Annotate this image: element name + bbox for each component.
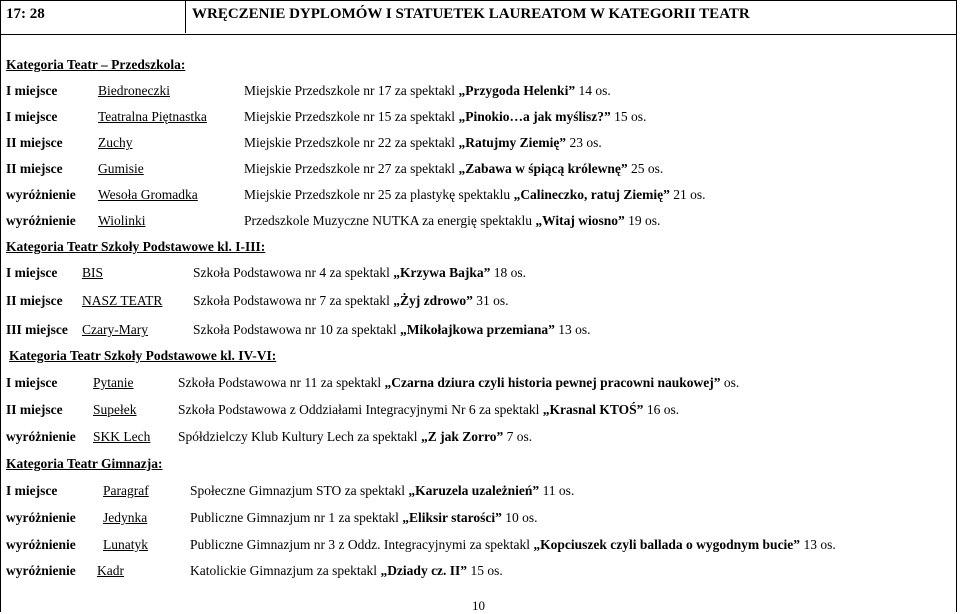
award-place: III miejsce bbox=[6, 322, 68, 337]
institution-text: Miejskie Przedszkole nr 27 za spektakl bbox=[244, 161, 456, 176]
play-title: „Karuzela uzależnień” bbox=[408, 483, 540, 498]
award-description bbox=[178, 428, 532, 446]
participant-count: 13 os. bbox=[803, 537, 836, 552]
participant-count: 31 os. bbox=[476, 293, 509, 308]
award-place: II miejsce bbox=[6, 293, 63, 308]
award-place: I miejsce bbox=[6, 483, 58, 498]
award-place: II miejsce bbox=[6, 135, 63, 150]
participant-count: 7 os. bbox=[506, 429, 533, 444]
institution-text: Katolickie Gimnazjum za spektakl bbox=[190, 563, 378, 578]
play-title: „Witaj wiosno” bbox=[535, 213, 625, 228]
play-title: „Ratujmy Ziemię” bbox=[458, 135, 567, 150]
header-column-divider bbox=[185, 0, 186, 33]
award-description bbox=[190, 482, 574, 500]
participant-count: 13 os. bbox=[558, 322, 591, 337]
award-description bbox=[178, 401, 679, 419]
category-heading-middle-schools: Kategoria Teatr Gimnazja: bbox=[6, 456, 163, 471]
play-title: „Krzywa Bajka” bbox=[393, 265, 491, 280]
participant-count: 16 os. bbox=[646, 402, 680, 417]
play-title: „Żyj zdrowo” bbox=[393, 293, 473, 308]
award-place: I miejsce bbox=[6, 265, 58, 280]
award-description bbox=[193, 321, 590, 339]
play-title: „Pinokio…a jak myślisz?” bbox=[458, 109, 611, 124]
institution-text: Szkoła Podstawowa z Oddziałami Integracyjnymi Nr 6 za spektakl bbox=[178, 402, 540, 417]
participant-count: os. bbox=[723, 375, 740, 390]
group-name: BIS bbox=[82, 265, 104, 280]
award-description bbox=[244, 160, 663, 178]
institution-text: Szkoła Podstawowa nr 10 za spektakl bbox=[193, 322, 397, 337]
play-title: „Z jak Zorro” bbox=[420, 429, 504, 444]
category-heading-primary-1-3: Kategoria Teatr Szkoły Podstawowe kl. I-III: bbox=[6, 239, 266, 254]
award-description bbox=[193, 264, 526, 282]
play-title: „Zabawa w śpiącą królewnę” bbox=[458, 161, 628, 176]
participant-count: 25 os. bbox=[630, 161, 664, 176]
participant-count: 23 os. bbox=[569, 135, 602, 150]
play-title: „Dziady cz. II” bbox=[380, 563, 468, 578]
institution-text: Miejskie Przedszkole nr 25 za plastykę spektaklu bbox=[244, 187, 511, 202]
award-description bbox=[244, 108, 646, 126]
award-place: wyróżnienie bbox=[6, 537, 76, 552]
award-description bbox=[193, 292, 508, 310]
award-description bbox=[190, 536, 836, 554]
award-place: wyróżnienie bbox=[6, 510, 76, 525]
institution-text: Miejskie Przedszkole nr 17 za spektakl bbox=[244, 83, 456, 98]
award-description bbox=[190, 509, 537, 527]
award-place: wyróżnienie bbox=[6, 187, 76, 202]
group-name: Supełek bbox=[93, 402, 137, 417]
page-number: 10 bbox=[472, 598, 485, 613]
award-place: II miejsce bbox=[6, 161, 63, 176]
institution-text: Publiczne Gimnazjum nr 3 z Oddz. Integracyjnymi za spektakl bbox=[190, 537, 531, 552]
award-description bbox=[178, 374, 739, 392]
institution-text: Publiczne Gimnazjum nr 1 za spektakl bbox=[190, 510, 399, 525]
institution-text: Przedszkole Muzyczne NUTKA za energię spektaklu bbox=[244, 213, 533, 228]
institution-text: Szkoła Podstawowa nr 4 za spektakl bbox=[193, 265, 390, 280]
award-place: wyróżnienie bbox=[6, 563, 76, 578]
participant-count: 14 os. bbox=[578, 83, 611, 98]
frame-left-border bbox=[0, 0, 1, 612]
award-place: I miejsce bbox=[6, 109, 58, 124]
play-title: „Czarna dziura czyli historia pewnej pracowni naukowej” bbox=[384, 375, 721, 390]
award-description bbox=[244, 212, 660, 230]
participant-count: 15 os. bbox=[470, 563, 503, 578]
schedule-header-row bbox=[0, 0, 956, 35]
play-title: „Calineczko, ratuj Ziemię” bbox=[513, 187, 670, 202]
group-name: Gumisie bbox=[98, 161, 144, 176]
group-name: Paragraf bbox=[103, 483, 149, 498]
award-place: wyróżnienie bbox=[6, 213, 76, 228]
participant-count: 10 os. bbox=[505, 510, 538, 525]
institution-text: Miejskie Przedszkole nr 15 za spektakl bbox=[244, 109, 456, 124]
group-name: Jedynka bbox=[103, 510, 148, 525]
group-name: Teatralna Piętnastka bbox=[98, 109, 207, 124]
group-name: NASZ TEATR bbox=[82, 293, 163, 308]
institution-text: Społeczne Gimnazjum STO za spektakl bbox=[190, 483, 405, 498]
participant-count: 15 os. bbox=[614, 109, 647, 124]
award-place: wyróżnienie bbox=[6, 429, 76, 444]
award-place: I miejsce bbox=[6, 375, 58, 390]
participant-count: 18 os. bbox=[493, 265, 526, 280]
play-title: „Mikołajkowa przemiana” bbox=[399, 322, 555, 337]
group-name: Biedroneczki bbox=[98, 83, 170, 98]
award-description bbox=[244, 82, 611, 100]
group-name: SKK Lech bbox=[93, 429, 151, 444]
award-description bbox=[244, 186, 706, 204]
participant-count: 19 os. bbox=[628, 213, 661, 228]
participant-count: 21 os. bbox=[673, 187, 706, 202]
award-description bbox=[190, 562, 503, 580]
category-heading-preschools: Kategoria Teatr – Przedszkola: bbox=[6, 57, 186, 72]
play-title: „Krasnal KTOŚ” bbox=[542, 402, 644, 417]
schedule-time: 17: 28 bbox=[6, 6, 45, 22]
frame-right-border bbox=[956, 0, 957, 612]
play-title: „Eliksir starości” bbox=[402, 510, 502, 525]
group-name: Lunatyk bbox=[103, 537, 148, 552]
group-name: Wiolinki bbox=[98, 213, 146, 228]
institution-text: Szkoła Podstawowa nr 11 za spektakl bbox=[178, 375, 382, 390]
award-description bbox=[244, 134, 602, 152]
institution-text: Szkoła Podstawowa nr 7 za spektakl bbox=[193, 293, 390, 308]
group-name: Wesoła Gromadka bbox=[98, 187, 198, 202]
group-name: Zuchy bbox=[98, 135, 133, 150]
award-place: I miejsce bbox=[6, 83, 58, 98]
category-heading-primary-4-6: Kategoria Teatr Szkoły Podstawowe kl. IV-VI: bbox=[9, 348, 277, 363]
schedule-title: WRĘCZENIE DYPLOMÓW I STATUETEK LAUREATOM W KATEGORII TEATR bbox=[192, 6, 750, 22]
play-title: „Przygoda Helenki” bbox=[458, 83, 576, 98]
institution-text: Miejskie Przedszkole nr 22 za spektakl bbox=[244, 135, 456, 150]
participant-count: 11 os. bbox=[542, 483, 575, 498]
group-name: Kadr bbox=[97, 563, 124, 578]
play-title: „Kopciuszek czyli ballada o wygodnym bucie” bbox=[533, 537, 801, 552]
group-name: Pytanie bbox=[93, 375, 134, 390]
group-name: Czary-Mary bbox=[82, 322, 148, 337]
institution-text: Spółdzielczy Klub Kultury Lech za spektakl bbox=[178, 429, 418, 444]
award-place: II miejsce bbox=[6, 402, 63, 417]
